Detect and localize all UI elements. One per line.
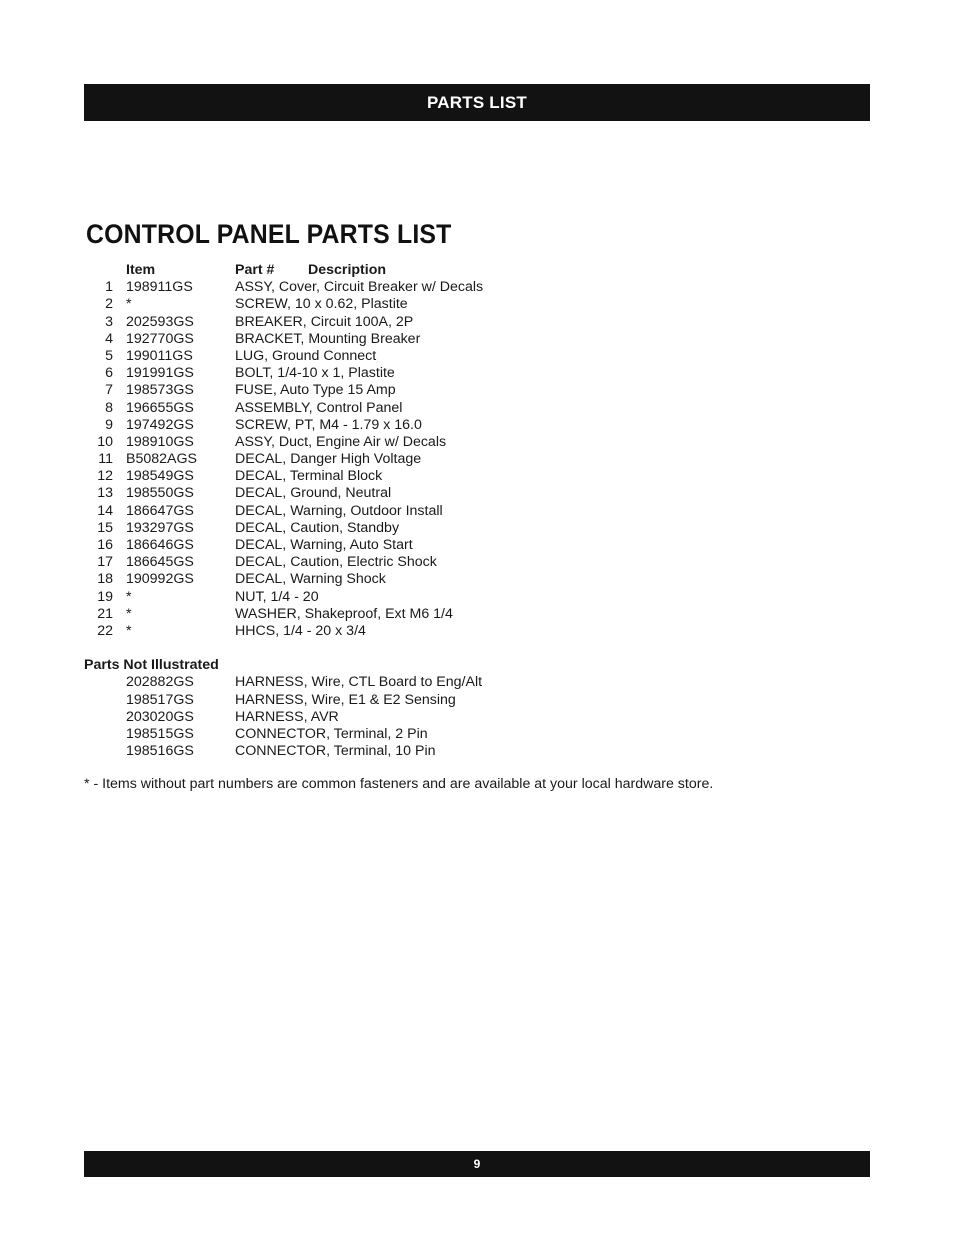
item-number: 2 [105,296,113,313]
part-number: 198910GS [126,433,194,450]
part-description: CONNECTOR, Terminal, 10 Pin [235,743,436,760]
item-number: 1 [105,279,113,296]
part-number: 191991GS [126,365,194,382]
item-number: 16 [97,537,113,553]
table-row [0,537,954,554]
part-description: DECAL, Ground, Neutral [235,485,392,502]
item-number: 8 [105,399,113,416]
column-header-item: Item [126,262,156,278]
not-illustrated-heading-row [0,657,954,674]
table-row [0,554,954,571]
part-description: DECAL, Caution, Electric Shock [235,554,437,571]
table-row [0,571,954,588]
item-number: 10 [97,433,113,450]
table-row [0,382,954,399]
item-number: 4 [105,330,113,347]
part-description: BOLT, 1/4-10 x 1, Plastite [235,365,395,382]
part-number: * [126,622,132,639]
item-number: 21 [97,605,113,622]
table-row [0,296,954,313]
part-number: 197492GS [126,416,194,433]
part-description: CONNECTOR, Terminal, 2 Pin [235,725,428,742]
part-number: 203020GS [126,708,194,725]
part-description: HARNESS, AVR [235,708,339,725]
part-number: 186645GS [126,554,194,571]
part-number: 202593GS [126,313,194,330]
part-description: NUT, 1/4 - 20 [235,588,319,605]
table-row [0,606,954,623]
part-description: HARNESS, Wire, CTL Board to Eng/Alt [235,674,483,691]
part-description: DECAL, Warning, Auto Start [235,537,413,553]
page-title: CONTROL PANEL PARTS LIST [86,219,452,249]
part-description: HHCS, 1/4 - 20 x 3/4 [235,622,366,639]
part-number: B5082AGS [126,451,197,468]
part-description: DECAL, Warning Shock [235,571,386,588]
part-number: 198549GS [126,468,194,485]
column-header-description: Description [308,262,387,278]
parts-table-header [0,262,954,279]
part-number: 198517GS [126,691,194,708]
part-number: 198516GS [126,743,194,760]
item-number: 14 [97,502,113,519]
part-number: 196655GS [126,399,194,416]
parts-list [0,262,954,760]
part-number: 198515GS [126,725,194,742]
part-description: WASHER, Shakeproof, Ext M6 1/4 [235,605,453,622]
item-number: 7 [105,382,113,399]
footnote: * - Items without part numbers are common fasteners and are available at your local hardware store. [84,776,714,792]
table-row [0,726,954,743]
part-description: ASSY, Duct, Engine Air w/ Decals [235,433,447,450]
table-row [0,692,954,709]
table-row [0,400,954,417]
part-number: 186647GS [126,502,194,519]
item-number: 12 [97,468,113,485]
part-number: * [126,588,132,605]
item-number: 13 [97,485,113,502]
table-row [0,589,954,606]
part-description: BREAKER, Circuit 100A, 2P [235,313,414,330]
table-row [0,314,954,331]
part-description: ASSY, Cover, Circuit Breaker w/ Decals [235,279,484,296]
table-row [0,709,954,726]
part-description: HARNESS, Wire, E1 & E2 Sensing [235,691,456,708]
item-number: 17 [97,554,113,571]
part-number: * [126,296,132,313]
part-number: 190992GS [126,571,194,588]
section-spacer [0,640,954,657]
part-description: SCREW, 10 x 0.62, Plastite [235,296,408,313]
part-description: DECAL, Warning, Outdoor Install [235,502,443,519]
part-number: 186646GS [126,537,194,553]
table-row [0,485,954,502]
part-number: 202882GS [126,674,194,691]
table-row [0,674,954,691]
part-number: 193297GS [126,519,194,536]
table-row [0,743,954,760]
table-row [0,520,954,537]
item-number: 9 [105,416,113,433]
part-description: DECAL, Danger High Voltage [235,451,422,468]
item-number: 18 [97,571,113,588]
part-number: 199011GS [126,347,193,364]
table-row [0,331,954,348]
part-description: DECAL, Caution, Standby [235,519,400,536]
page-number: 9 [473,1157,481,1171]
item-number: 15 [97,519,113,536]
table-row [0,434,954,451]
part-description: ASSEMBLY, Control Panel [235,399,403,416]
part-description: BRACKET, Mounting Breaker [235,330,421,347]
header-title: PARTS LIST [427,92,527,112]
table-row [0,468,954,485]
item-number: 3 [105,313,113,330]
part-description: DECAL, Terminal Block [235,468,383,485]
part-number: * [126,605,132,622]
item-number: 5 [105,347,113,364]
part-description: FUSE, Auto Type 15 Amp [235,382,396,399]
part-number: 198550GS [126,485,194,502]
item-number: 11 [98,451,113,468]
header-bar [84,84,870,121]
part-description: SCREW, PT, M4 - 1.79 x 16.0 [235,416,422,433]
footer-bar [84,1151,870,1177]
item-number: 22 [97,622,113,639]
item-number: 6 [105,365,113,382]
table-row [0,348,954,365]
not-illustrated-heading: Parts Not Illustrated [84,657,219,674]
part-number: 198911GS [126,279,193,296]
part-number: 198573GS [126,382,194,399]
column-header-part: Part # [235,262,275,278]
table-row [0,451,954,468]
part-description: LUG, Ground Connect [235,347,377,364]
table-row [0,623,954,640]
table-row [0,365,954,382]
part-number: 192770GS [126,330,194,347]
table-row [0,279,954,296]
table-row [0,417,954,434]
table-row [0,503,954,520]
item-number: 19 [97,588,113,605]
